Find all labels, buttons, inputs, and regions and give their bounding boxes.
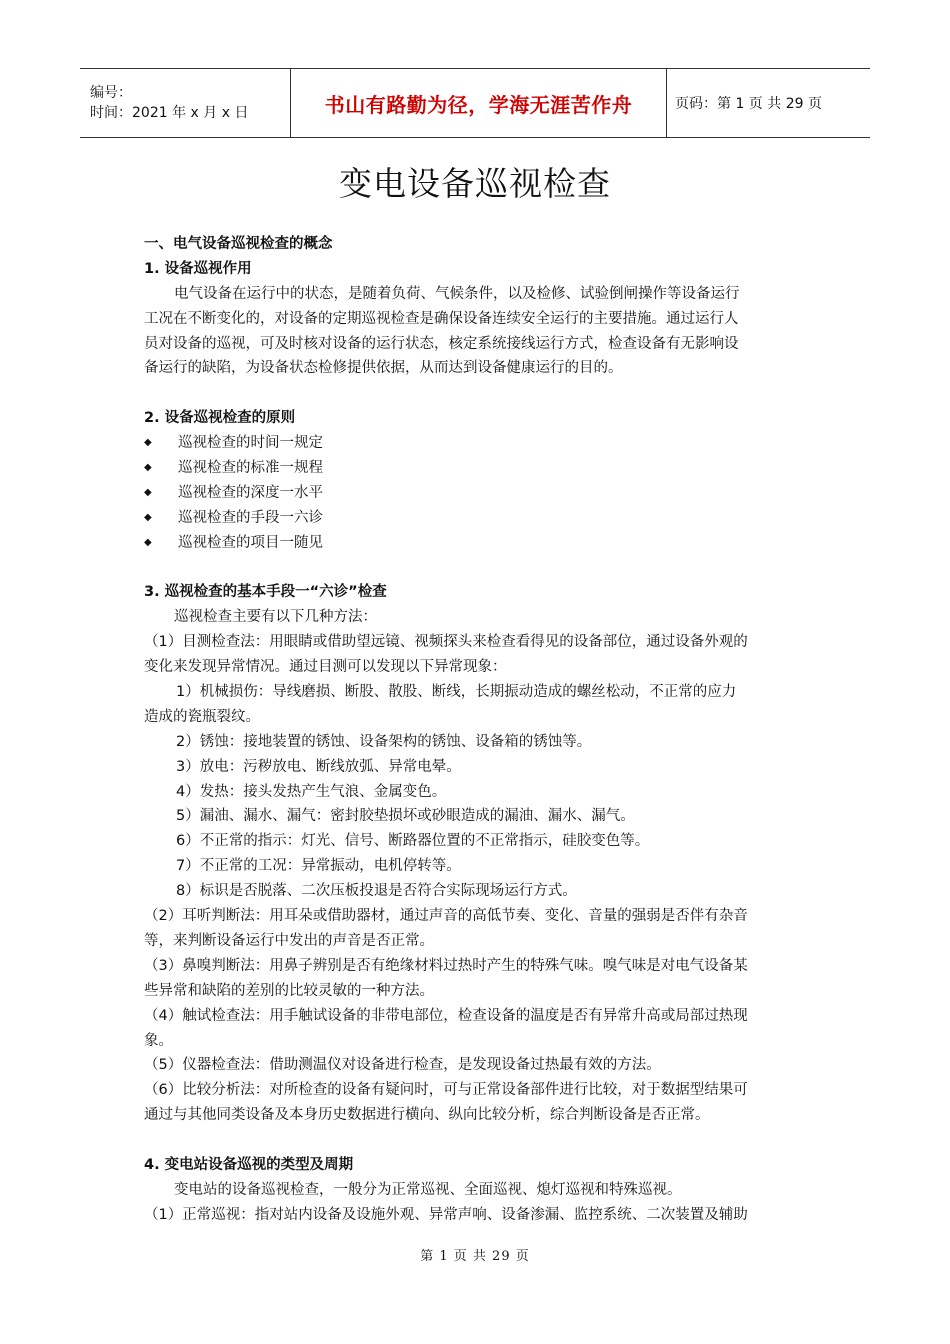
bullet-text: 巡视检查的项目一随见 (178, 534, 323, 551)
method-2-line: （2）耳听判断法：用耳朵或借助器材，通过声音的高低节奏、变化、音量的强弱是否伴有杂音 (144, 908, 748, 925)
spacer (144, 381, 810, 406)
section-1-3-heading: 3. 巡视检查的基本手段一“六诊”检查 (144, 584, 387, 601)
method-6-line: （6）比较分析法：对所检查的设备有疑问时，可与正常设备部件进行比较，对于数据型结果可 (144, 1082, 748, 1099)
header-page-cell (667, 69, 870, 137)
observation-item: 1）机械损伤：导线磨损、断股、散股、断线，长期振动造成的螺丝松动，不正常的应力 (176, 684, 737, 701)
observation-item-continued: 造成的瓷瓶裂纹。 (144, 708, 260, 725)
section-1-4-heading: 4. 变电站设备巡视的类型及周期 (144, 1156, 354, 1173)
section-1-1-heading: 1. 设备巡视作用 (144, 260, 252, 277)
paragraph-line: 备运行的缺陷，为设备状态检修提供依据，从而达到设备健康运行的目的。 (144, 360, 623, 377)
method-4-line: （4）触试检查法：用手触试设备的非带电部位，检查设备的温度是否有异常升高或局部过热现 (144, 1007, 748, 1024)
bullet-item (144, 531, 810, 556)
paragraph-line: 变电站的设备巡视检查，一般分为正常巡视、全面巡视、熄灯巡视和特殊巡视。 (174, 1181, 682, 1198)
paragraph-line: 电气设备在运行中的状态，是随着负荷、气候条件，以及检修、试验倒闸操作等设备运行 (174, 285, 740, 302)
paragraph-line: 工况在不断变化的，对设备的定期巡视检查是确保设备连续安全运行的主要措施。通过运行人 (144, 310, 739, 327)
observation-item: 8）标识是否脱落、二次压板投退是否符合实际现场运行方式。 (176, 883, 577, 900)
motto: 书山有路勤为径，学海无涯苦作舟 (324, 92, 633, 117)
bullet-text: 巡视检查的手段一六诊 (178, 509, 323, 526)
header-motto-cell (291, 69, 667, 137)
bullet-text: 巡视检查的标准一规程 (178, 460, 323, 477)
paragraph-line: 巡视检查主要有以下几种方法： (174, 609, 377, 626)
method-3-line: 些异常和缺陷的差别的比较灵敏的一种方法。 (144, 982, 434, 999)
bullet-icon: ◆ (144, 511, 152, 523)
time-label: 时间：2021 年 x 月 x 日 (90, 105, 249, 121)
section-1-2-heading: 2. 设备巡视检查的原则 (144, 410, 296, 427)
header-table (80, 68, 870, 138)
bullet-item (144, 456, 810, 481)
method-2-line: 等，来判断设备运行中发出的声音是否正常。 (144, 932, 434, 949)
bullet-item (144, 481, 810, 506)
document-body (144, 232, 810, 1228)
bullet-icon: ◆ (144, 437, 152, 449)
page-footer: 第 1 页 共 29 页 (420, 1249, 530, 1264)
method-5-line: （5）仪器检查法：借助测温仪对设备进行检查，是发现设备过热最有效的方法。 (144, 1057, 661, 1074)
bullet-icon: ◆ (144, 462, 152, 474)
observation-item: 3）放电：污秽放电、断线放弧、异常电晕。 (176, 758, 461, 775)
paragraph-line: 员对设备的巡视，可及时核对设备的运行状态，核定系统接线运行方式，检查设备有无影响设 (144, 335, 739, 352)
page-title: 变电设备巡视检查 (339, 164, 611, 203)
method-1-line: 变化来发现异常情况。通过目测可以发现以下异常现象： (144, 659, 507, 676)
bullet-text: 巡视检查的深度一水平 (178, 484, 323, 501)
spacer (144, 556, 810, 581)
header-meta (80, 69, 291, 137)
observation-item: 7）不正常的工况：异常振动，电机停转等。 (176, 858, 461, 875)
observation-item: 6）不正常的指示：灯光、信号、断路器位置的不正常指示，硅胶变色等。 (176, 833, 650, 850)
page-code: 页码：第 1 页 共 29 页 (675, 96, 822, 112)
method-1-line: （1）目测检查法：用眼睛或借助望远镜、视频探头来检查看得见的设备部位，通过设备外观的 (144, 634, 748, 651)
method-6-line: 通过与其他同类设备及本身历史数据进行横向、纵向比较分析，综合判断设备是否正常。 (144, 1107, 710, 1124)
method-4-line: 象。 (144, 1032, 173, 1049)
bullet-icon: ◆ (144, 486, 152, 498)
bullet-text: 巡视检查的时间一规定 (178, 435, 323, 452)
bullet-item (144, 506, 810, 531)
method-3-line: （3）鼻嗅判断法：用鼻子辨别是否有绝缘材料过热时产生的特殊气味。嗅气味是对电气设备某 (144, 957, 748, 974)
observation-item: 4）发热：接头发热产生气浪、金属变色。 (176, 783, 447, 800)
number-label: 编号： (90, 85, 132, 101)
spacer (144, 1128, 810, 1153)
observation-item: 5）漏油、漏水、漏气：密封胶垫损坏或砂眼造成的漏油、漏水、漏气。 (176, 808, 635, 825)
patrol-type-1-line: （1）正常巡视：指对站内设备及设施外观、异常声响、设备渗漏、监控系统、二次装置及辅助 (144, 1206, 748, 1223)
observation-item: 2）锈蚀：接地装置的锈蚀、设备架构的锈蚀、设备箱的锈蚀等。 (176, 733, 592, 750)
section-1-heading: 一、电气设备巡视检查的概念 (144, 236, 333, 252)
bullet-item (144, 431, 810, 456)
bullet-icon: ◆ (144, 536, 152, 548)
